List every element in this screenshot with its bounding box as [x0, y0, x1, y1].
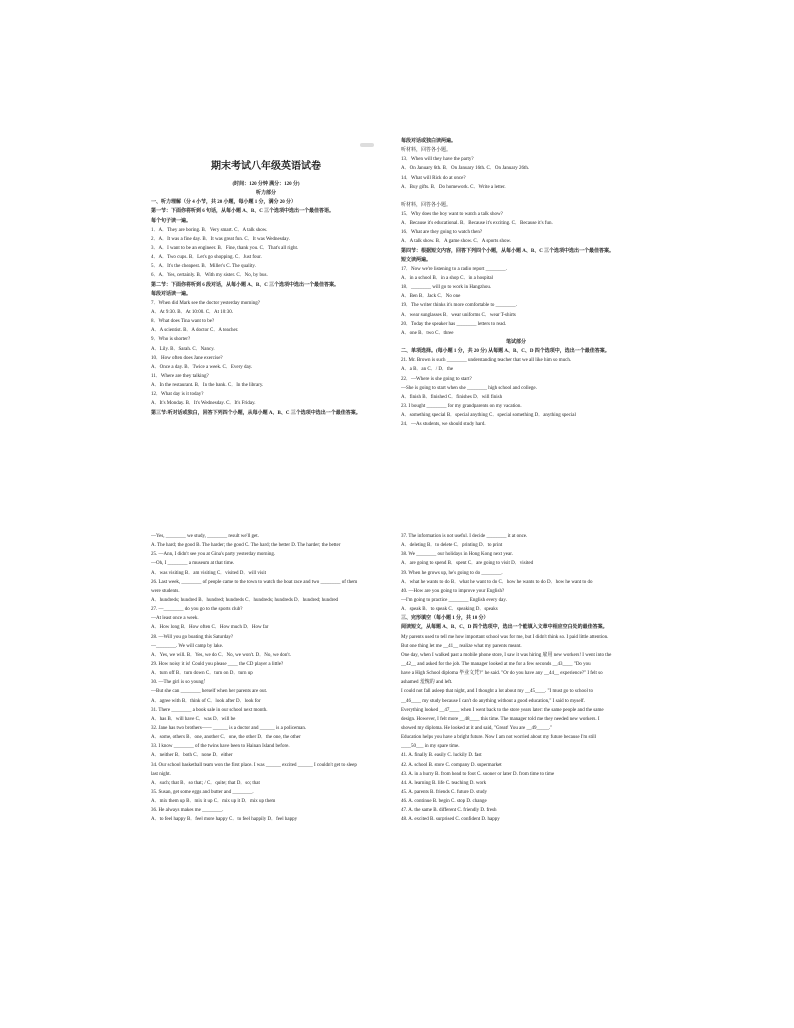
text-line: ashamed 羞愧的 and left.	[401, 680, 453, 686]
text-line: 4．A．Two cups. B．Let's go shopping. C．Just four.	[151, 255, 262, 261]
exam-title: 期末考试八年级英语试卷	[211, 161, 321, 172]
text-line: 三、完形填空（每小题 1 分，共 10 分）	[401, 616, 489, 622]
text-line: A．in a school B．in a shop C．in a hospital	[401, 275, 493, 281]
page-top-left	[151, 160, 381, 418]
page-top-left-lines	[151, 198, 381, 417]
text-line: 34. Our school basketball team won the first place. I was ______ excited ______ I couldn't get to sleep	[151, 762, 357, 768]
section-listening-heading: 听力部分	[255, 191, 276, 197]
text-line: A．neither B．both C．none D．either	[151, 753, 233, 759]
text-line: 43. A. in a hurry B. from head to foot C. sooner or later D. from time to time	[401, 771, 555, 777]
text-line: A．At 9:30. B．At 10:00. C．At 10:30.	[151, 309, 233, 315]
text-line: 听材料，回答各小题。	[401, 202, 452, 208]
text-line: 20．Today the speaker has ________ letters to read.	[401, 321, 507, 327]
text-line: A．Ben B．Jack C．No one	[401, 294, 461, 300]
text-line: 第四节：根据短文内容，回答下列四个小题，从每小题 A、B、C 三个选项中选出一个最佳答案。	[401, 248, 615, 254]
text-line: 38. We ________ our holidays in Hong Kong next year.	[401, 552, 513, 558]
text-line: 18．________ will go to work in Hangzhou.	[401, 285, 492, 291]
page-bottom-left	[151, 532, 395, 825]
text-line: A．hundreds; hundred B．hundred; hundreds C．hundreds; hundreds D．hundred; hundred	[151, 597, 339, 603]
text-line: A．wear sunglasses B．wear uniforms C．wear T-shirts	[401, 312, 516, 318]
text-line: last night.	[151, 771, 171, 777]
text-line: A．Lily. B．Sarah. C．Nancy.	[151, 346, 215, 352]
text-line: 15．Why does the boy want to watch a talk show?	[401, 211, 503, 217]
text-line: __46____ my study because I can't do anything without a good education," I said to myself.	[401, 698, 585, 704]
text-line: 听材料，回答各小题。	[401, 148, 452, 154]
text-line	[401, 192, 631, 201]
text-line: A．such; that B．so that; / C．quite; that D．so; that	[151, 780, 260, 786]
text-line: 44. A. learning B. life C. teaching D. work	[401, 780, 487, 786]
text-line: 42. A. school B. store C. company D. supermarket	[401, 762, 502, 768]
text-line: 14．What will Rick do at once?	[401, 175, 466, 181]
text-line: A．mix them up B．mix it up C．mix up it D．mix up them	[151, 799, 276, 805]
text-line: 45. A. parents B. friends C. future D. study	[401, 789, 487, 795]
text-line: 27. —________ do you go to the sports club?	[151, 607, 243, 613]
text-line: 32. Jane has two brothers—— ______ is a doctor and ______ is a policeman.	[151, 725, 307, 731]
scan-smudge	[360, 143, 374, 147]
text-line: 8．What does Tina want to be?	[151, 319, 215, 325]
text-line: 24．—As students, we should study hard.	[401, 422, 486, 428]
text-line: 21. Mr. Brown is such ________ understanding teacher that we all like him so much.	[401, 358, 572, 364]
text-line: 40. —How are you going to improve your English?	[401, 588, 505, 594]
text-line: My parents used to tell me how important school was for me, but I didn't think so. I paid little attention.	[401, 634, 609, 640]
text-line: 22．—Where is she going to start?	[401, 376, 472, 382]
text-line: ____50___ in my spare time.	[401, 744, 460, 750]
text-line: —I'm going to practice ________ English every day.	[401, 597, 507, 603]
text-line: A．Once a day. B．Twice a week. C．Every day.	[151, 364, 253, 370]
text-line: 每段对话读一遍。	[151, 291, 192, 297]
text-line: A．one B．two C．three	[401, 330, 454, 336]
text-line: —Yes, ________ we study, ________ result we'll get.	[151, 534, 259, 539]
text-line: 25. —Ann, I didn't see you at Gina's party yesterday morning.	[151, 552, 276, 558]
text-line: A．Yes, we will. B．Yes, we do C．No, we won't. D．No, we don't.	[151, 652, 291, 658]
text-line: 每个句子读一遍。	[151, 218, 192, 224]
text-line: A．agree with B．think of C．look after D．look for	[151, 698, 261, 704]
text-line: A．deleting B．to delete C．printing D．to print	[401, 543, 503, 549]
text-line: A．some, others B．one, another C．one, the other D．the one, the other	[151, 735, 301, 741]
text-line: 37. The information is not useful. I decide ________ it at once.	[401, 534, 528, 539]
text-line: 9．Who is shorter?	[151, 337, 191, 343]
text-line: —But she can ________ herself when her parents are out.	[151, 689, 268, 695]
text-line: 17．Now we're listening to a radio report ________.	[401, 266, 507, 272]
text-line: A．It's Monday. B．It's Wednesday. C．It's Friday.	[151, 401, 256, 407]
text-line: design. However, I felt more __48____ this time. The manager told me they needed new workers. I	[401, 716, 600, 722]
text-line: 36. He always makes me ________.	[151, 808, 224, 814]
text-line: 26. Last week, ________ of people came to the town to watch the boat race and two ________ of them	[151, 579, 358, 585]
page-top-right	[401, 137, 631, 429]
text-line: 第三节:听对话或独白，回答下列四个小题，从每小题 A、B、C 三个选项中选出一个最佳答案。	[151, 410, 361, 416]
text-line: __42__ and asked for the job. The manager looked at me for a few seconds __43____ "Do you	[401, 661, 591, 667]
text-line: Education helps you have a bright future. Now I am not worried about my future because I'm still	[401, 735, 597, 741]
text-line: A. The hard; the good B. The harder; the good C. The hard; the better D. The harder; the better	[151, 543, 341, 549]
text-line: 第一节：下面你将听到 6 句话，从每小题 A、B、C 三个选项中选出一个最佳答语。	[151, 209, 335, 215]
text-line: A．a B．an C．/ D．the	[401, 367, 454, 373]
text-line: 12．What day is it today?	[151, 392, 204, 398]
text-line: One day, when I walked past a mobile phone store, I saw it was hiring 雇用 new workers! I went into the	[401, 652, 612, 658]
text-line: —At least once a week.	[151, 616, 199, 622]
text-line: 33. I know ________ of the twins have been to Hainan Island before.	[151, 744, 290, 750]
text-line: A．was visiting B．am visiting C．visited D．will visit	[151, 570, 267, 576]
text-line: 35. Susan, get some eggs and butter and ________.	[151, 789, 254, 795]
text-line: A．has B．will have C．was D．will be	[151, 716, 236, 722]
page-bottom-left-lines	[151, 532, 395, 825]
text-line: 短文读两遍。	[401, 257, 432, 263]
text-line: A．Because it's educational. B．Because it's exciting. C．Because it's fun.	[401, 221, 553, 227]
text-line: 16．What are they going to watch then?	[401, 230, 483, 236]
text-line: A．How long B．How often C．How much D．How far	[151, 625, 269, 631]
text-line: 11．Where are they talking?	[151, 373, 209, 379]
text-line: showed my diploma. He looked at it and said, "Great! You are __49_____."	[401, 725, 553, 731]
text-line: 39. When he grows up, he's going to do ________.	[401, 570, 503, 576]
text-line: 10．How often does Jane exercise?	[151, 355, 223, 361]
text-line: —Oh, I ________ a museum at that time.	[151, 561, 235, 567]
text-line: A．what he wants to do B．what he want to do C．how he wants to do D．how he want to do	[401, 579, 593, 585]
text-line: 5．A．It's the cheapest. B．Miller's C. The quality.	[151, 264, 256, 270]
text-line: —________. We will camp by lake.	[151, 643, 224, 649]
text-line: 2．A．It was a fine day. B．It was great fun. C．It was Wednesday.	[151, 236, 290, 242]
page-bottom-right	[401, 532, 645, 825]
text-line: A．A scientist. B．A doctor C．A teacher.	[151, 328, 239, 334]
text-line: 1．A．They are boring. B．Very smart. C．A talk show.	[151, 227, 268, 233]
text-line: were students.	[151, 588, 180, 594]
text-line: A．are going to spend B．spent C．are going to visit D．visited	[401, 561, 534, 567]
text-line: 第二节：下面你将听到 6 段对话，从每小题 A、B、C 三个选项中选出一个最佳答案。	[151, 282, 340, 288]
text-line: 3．A．I want to be an engineer. B．Fine, thank you. C．That's all right.	[151, 245, 299, 251]
text-line: 6．A．Yes, certainly. B．With my sister. C．No, by bus.	[151, 273, 268, 279]
text-line: 47. A. the same B. different C. friendly D. fresh	[401, 808, 497, 814]
text-line: I could not fall asleep that night, and I thought a lot about my __45____. "I must go to school to	[401, 689, 594, 695]
text-line: 41. A. finally B. easily C. luckily D. fast	[401, 753, 482, 759]
text-line: A．turn off B．turn down C．turn on D．turn up	[151, 671, 253, 677]
text-line: —She is going to start when she ________ high school and college.	[401, 385, 537, 391]
text-line: 阅读短文，从每题 A、B、C、D 四个选项中，选出一个能填入文章中相应空白处的最佳答案。	[401, 625, 608, 631]
text-line: 23. I bought ________ for my grandparents on my vacation.	[401, 403, 522, 409]
text-line: 46. A. continue B. begin C. stop D. change	[401, 799, 487, 805]
text-line: 29. How noisy it is! Could you please ____ the CD player a little?	[151, 661, 284, 667]
text-line: But one thing let me __41__ realize what my parents meant.	[401, 643, 522, 649]
text-line: A．finish B．finished C．finishes D．will finish	[401, 394, 503, 400]
text-line: A．speak B．to speak C．speaking D．speaks	[401, 607, 498, 613]
text-line: 28. —Will you go boating this Saturday?	[151, 634, 234, 640]
text-line: 7．When did Mark see the doctor yesterday morning?	[151, 300, 260, 306]
text-line: 二、单项选择。(每小题 1 分，共 20 分) 从每题 A、B、C、D 四个选项中，选出一个最佳答案。	[401, 349, 610, 355]
text-line: 笔试部分	[505, 339, 526, 345]
page-top-right-lines	[401, 137, 631, 429]
text-line: 一、听力理解（分 4 小节，共 20 小题，每小题 1 分，满分 20 分）	[151, 200, 297, 206]
exam-info: (时间：120 分钟 满分：120 分)	[232, 182, 300, 187]
text-line: 31. There ________ a book sale in our school next month.	[151, 707, 268, 713]
page-bottom-right-lines	[401, 532, 645, 825]
text-line: Everything looked __47____ when I went back to the store years later: the same people and the same	[401, 707, 604, 713]
text-line: A．Buy gifts. B．Do homework. C．Write a letter.	[401, 184, 506, 190]
text-line: A．On January 6th. B．On January 16th. C．On January 26th.	[401, 166, 530, 172]
text-line: 19．The writer thinks it's more comfortable to ________.	[401, 303, 517, 309]
text-line: 13．When will they have the party?	[401, 157, 474, 163]
text-line: 每段对话或独白读两遍。	[401, 139, 457, 144]
text-line: 48. A. excited B. surprised C. confident D. happy	[401, 817, 500, 823]
text-line: A．A talk show. B．A game show. C．A sports show.	[401, 239, 512, 245]
text-line: have a High School diploma 毕业文凭?" he said. "Or do you have any __44__ experience?" I felt so	[401, 671, 603, 677]
text-line: A．to feel happy B．feel more happy C．to feel happily D．feel happy	[151, 817, 298, 823]
text-line: A．In the restaurant. B．In the bank. C．In the library.	[151, 383, 264, 389]
text-line: 30. —The girl is so young！	[151, 680, 209, 686]
text-line: A．something special B．special anything C．special something D．anything special	[401, 413, 576, 419]
